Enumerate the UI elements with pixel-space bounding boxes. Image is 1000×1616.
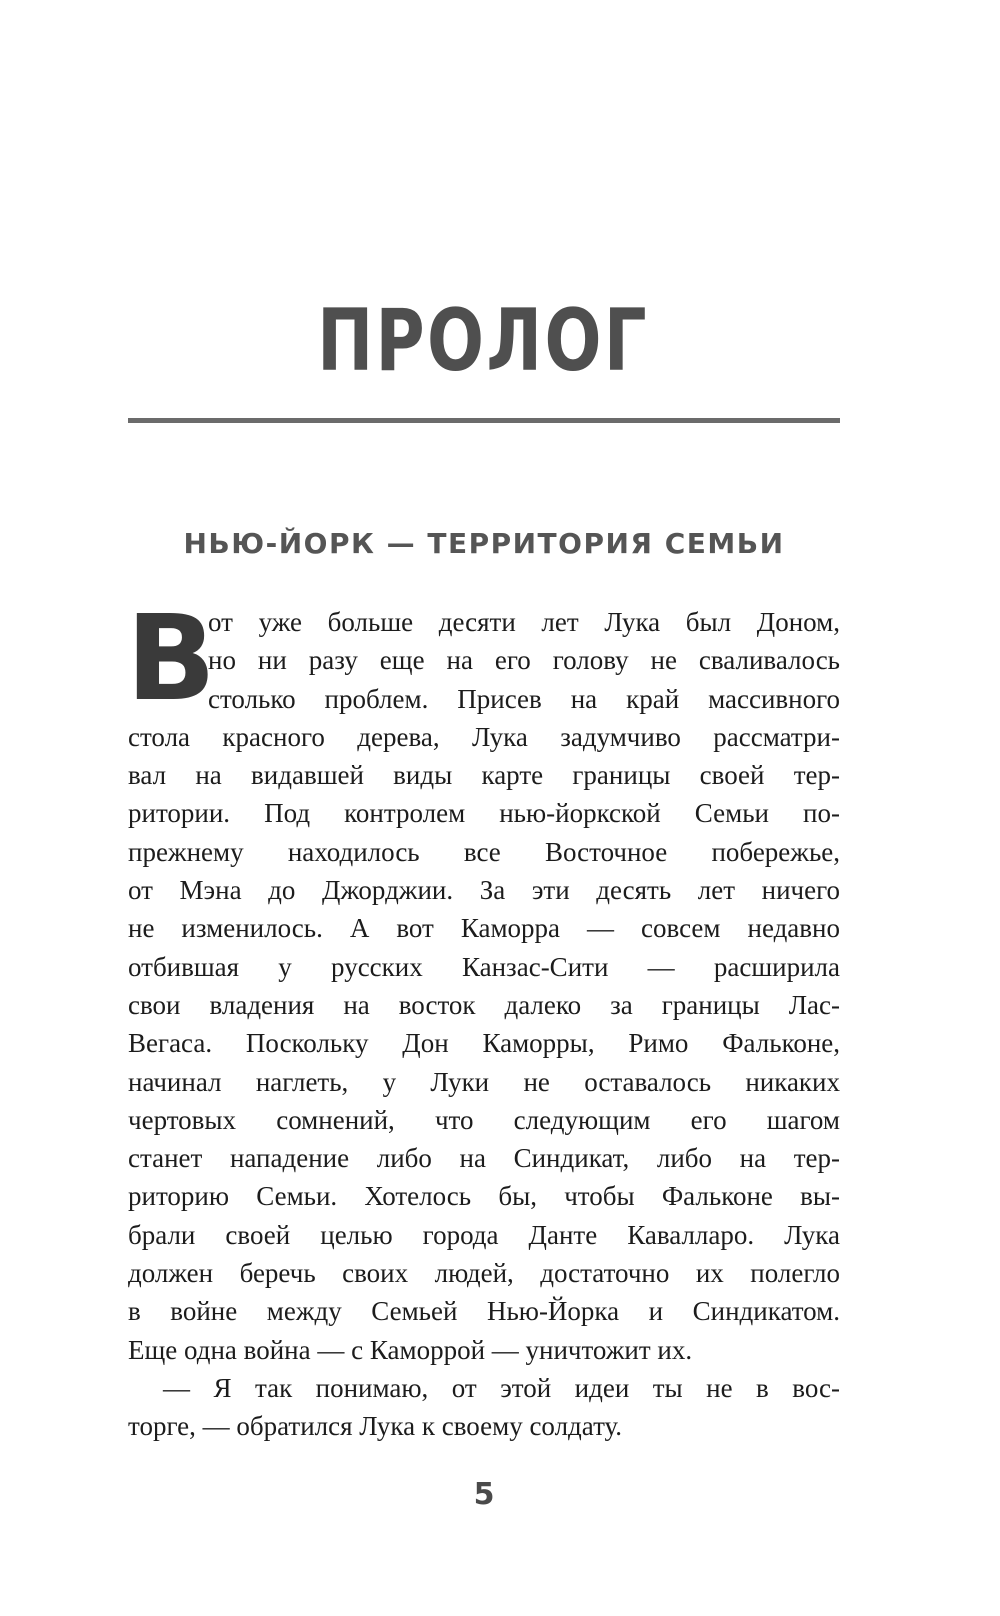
text-line: Вегаса. Поскольку Дон Каморры, Римо Фальконе, xyxy=(128,1028,840,1059)
text-line: от Мэна до Джорджии. За эти десять лет ничего xyxy=(128,875,840,906)
text-line: столько проблем. Присев на край массивного xyxy=(208,683,840,714)
dialog-line: — Я так понимаю, от этой идеи ты не в вос- xyxy=(163,1372,840,1403)
text-line: свои владения на восток далеко за границы Лас- xyxy=(128,989,840,1020)
text-line: начинал наглеть, у Луки не оставалось никаких xyxy=(128,1066,840,1097)
drop-cap-letter: В xyxy=(126,589,216,727)
text-line: станет нападение либо на Синдикат, либо на тер- xyxy=(128,1143,840,1174)
dialog-line: торге, — обратился Лука к своему солдату. xyxy=(128,1411,623,1442)
text-line: брали своей целью города Данте Каваллaро. Лука xyxy=(128,1219,840,1250)
text-line: прежнему находилось все Восточное побережье, xyxy=(128,836,840,867)
chapter-title: ПРОЛОГ xyxy=(317,291,649,391)
page-number: 5 xyxy=(473,1477,495,1512)
text-line: ритории. Под контролем нью-йоркской Семьи по- xyxy=(128,798,840,829)
text-line: вал на видавшей виды карте границы своей тер- xyxy=(128,760,840,791)
text-line: от уже больше десяти лет Лука был Доном, xyxy=(208,607,840,637)
text-line: Еще одна война — с Каморрой — уничтожит их. xyxy=(128,1334,693,1365)
chapter-subtitle: НЬЮ-ЙОРК — ТЕРРИТОРИЯ СЕМЬИ xyxy=(183,527,785,560)
text-line: стола красного дерева, Лука задумчиво рассматри- xyxy=(128,721,840,752)
text-line: не изменилось. А вот Каморра — совсем недавно xyxy=(128,913,840,944)
body-text xyxy=(126,589,840,1446)
text-line: риторию Семьи. Хотелось бы, чтобы Фальконе вы- xyxy=(128,1181,840,1212)
text-line: чертовых сомнений, что следующим его шагом xyxy=(128,1104,840,1135)
title-divider xyxy=(128,418,840,423)
text-line: в войне между Семьей Нью-Йорка и Синдикатом. xyxy=(128,1296,840,1327)
text-line: но ни разу еще на его голову не сваливалось xyxy=(208,645,840,676)
text-line: отбившая у русских Канзас-Сити — расширила xyxy=(128,951,840,982)
text-line: должен беречь своих людей, достаточно их полегло xyxy=(128,1258,840,1289)
